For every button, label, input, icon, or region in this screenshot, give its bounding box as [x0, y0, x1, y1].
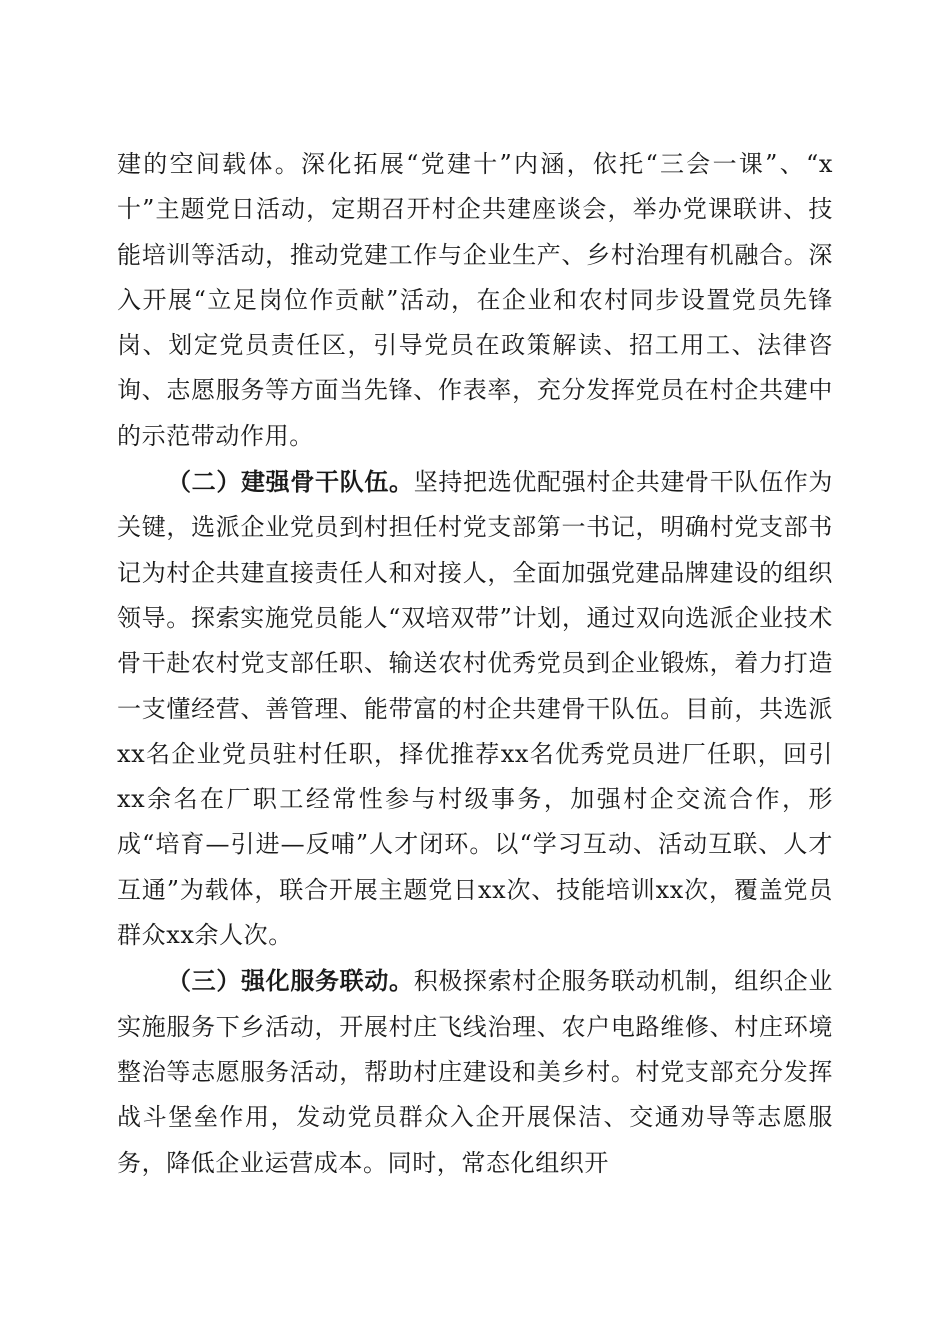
paragraph-continuation: [117, 142, 833, 459]
paragraph-service-linkage: [117, 958, 833, 1185]
paragraph-2-text: 坚持把选优配强村企共建骨干队伍作为关键，选派企业党员到村担任村党支部第一书记，明确村党支部书记为村企共建直接责任人和对接人，全面加强党建品牌建设的组织领导。探索实施党员能人“双培双带”计划，通过双向选派企业技术骨干赴农村党支部任职、输送农村优秀党员到企业锻炼，着力打造一支懂经营、善管理、能带富的村企共建骨干队伍。目前，共选派xx名企业党员驻村任职，择优推荐xx名优秀党员进厂任职，回引xx余名在厂职工经常性参与村级事务，加强村企交流合作，形成“培育—引进—反哺”人才闭环。以“学习互动、活动互联、人才互通”为载体，联合开展主题党日xx次、技能培训xx次，覆盖党员群众xx余人次。: [117, 468, 834, 950]
paragraph-1-text: 建的空间载体。深化拓展“党建十”内涵，依托“三会一课”、“x十”主题党日活动，定期召开村企共建座谈会，举办党课联讲、技能培训等活动，推动党建工作与企业生产、乡村治理有机融合。深入开展“立足岗位作贡献”活动，在企业和农村同步设置党员先锋岗、划定党员责任区，引导党员在政策解读、招工用工、法律咨询、志愿服务等方面当先锋、作表率，充分发挥党员在村企共建中的示范带动作用。: [117, 150, 833, 450]
paragraph-team-building: [117, 459, 833, 958]
document-body: [117, 142, 833, 1186]
paragraph-3-text: 积极探索村企服务联动机制，组织企业实施服务下乡活动，开展村庄飞线治理、农户电路维修、村庄环境整治等志愿服务活动，帮助村庄建设和美乡村。村党支部充分发挥战斗堡垒作用，发动党员群众入企开展保洁、交通劝导等志愿服务，降低企业运营成本。同时，常态化组织开: [117, 967, 834, 1177]
section-heading-3: （三）强化服务联动。: [167, 966, 414, 996]
section-heading-2: （二）建强骨干队伍。: [167, 467, 414, 497]
